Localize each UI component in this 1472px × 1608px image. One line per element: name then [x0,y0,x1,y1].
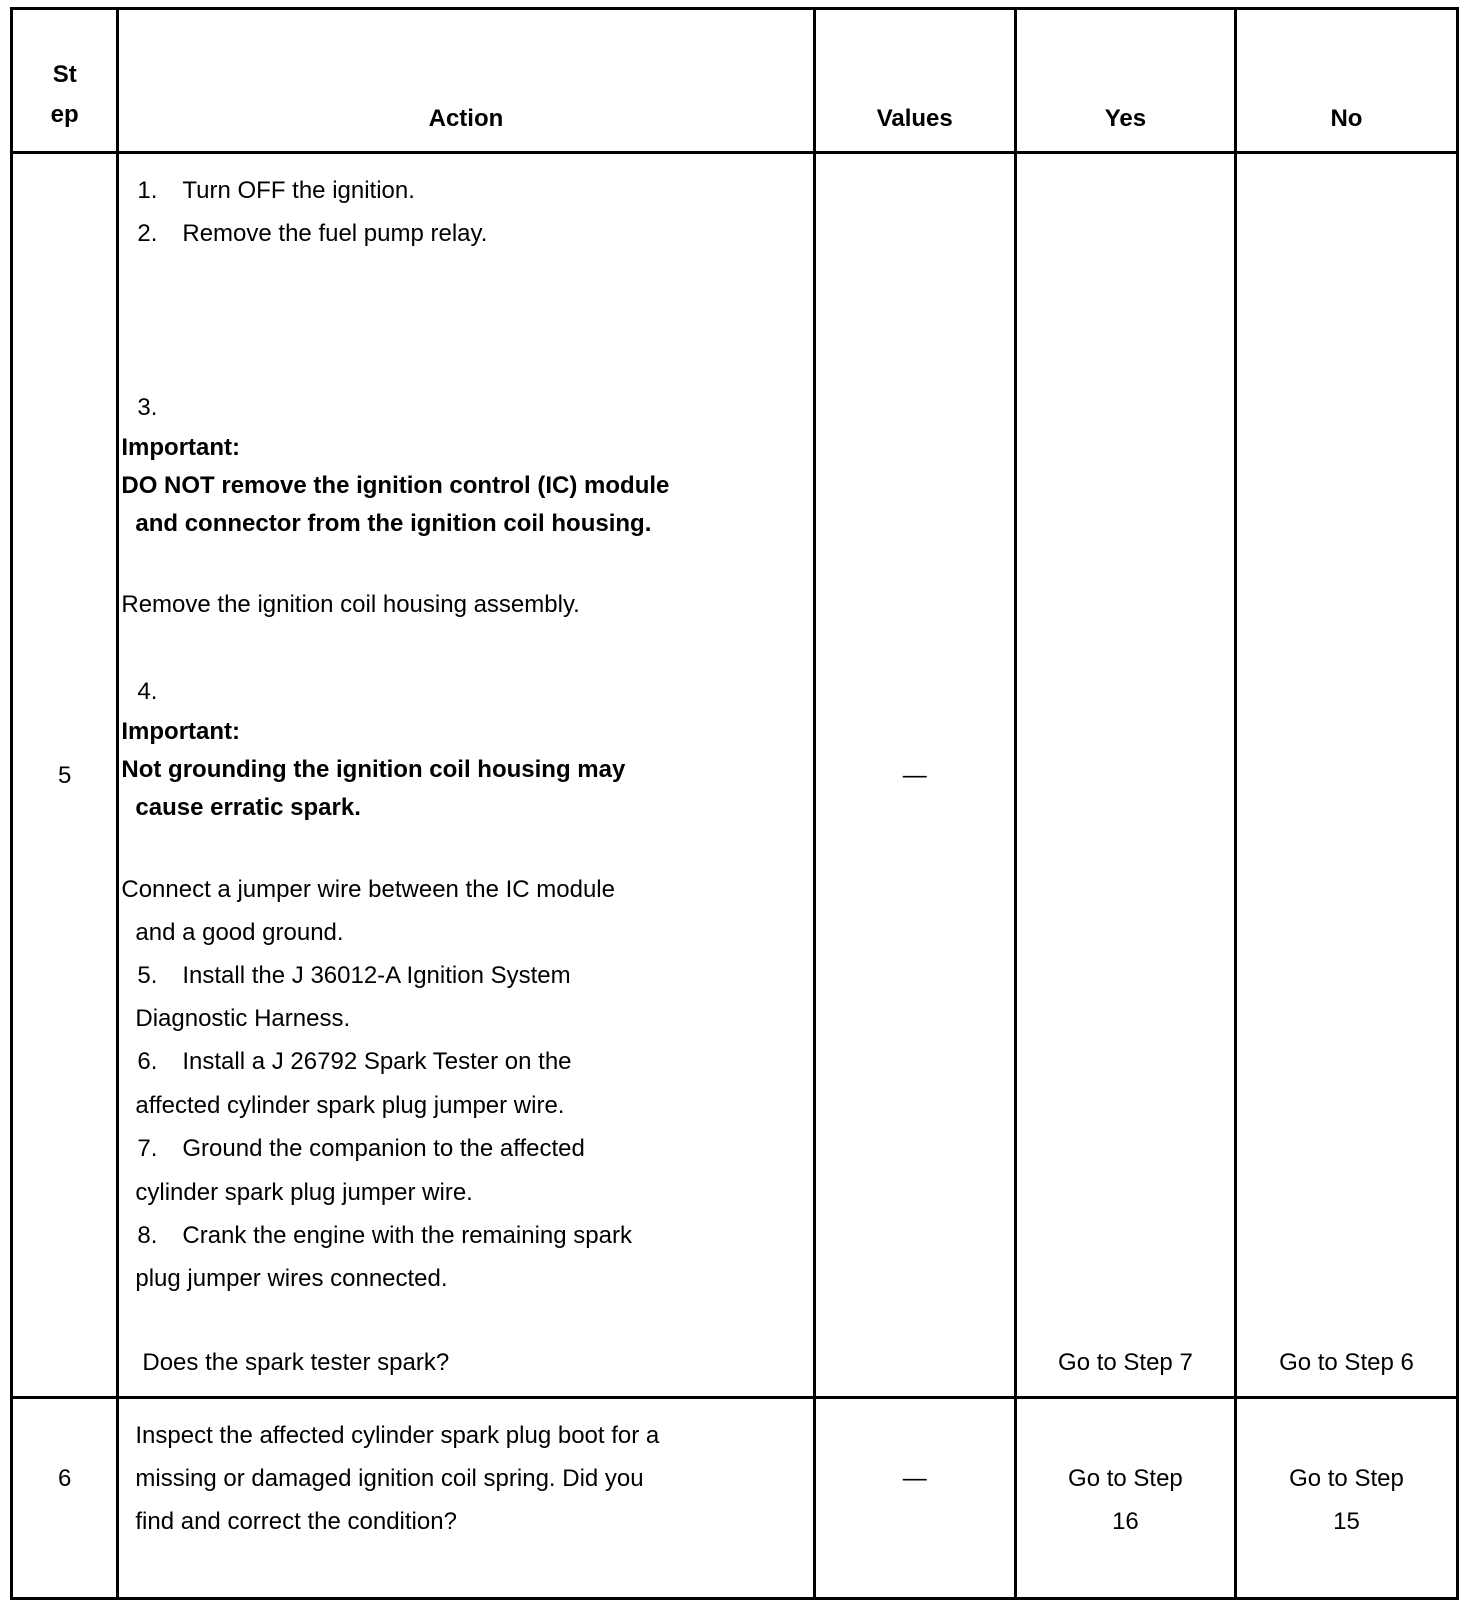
question-text: Does the spark tester spark? [142,1349,450,1376]
no-link-line1[interactable]: Go to Step [1289,1465,1404,1492]
list-item: Remove the fuel pump relay. [182,220,488,247]
step-cell [12,1398,118,1599]
list-number: 8. [137,1222,158,1249]
list-number: 7. [137,1135,158,1162]
important-label: Important: [121,434,241,461]
list-number: 5. [137,962,158,989]
header-row [12,9,1458,153]
yes-cell[interactable] [1015,1398,1235,1599]
header-action: Action [118,9,814,153]
header-step-line1: St [52,61,77,88]
yes-link-line1[interactable]: Go to Step [1068,1465,1183,1492]
action-text: find and correct the condition? [135,1508,457,1535]
header-no: No [1235,9,1457,153]
table-row [12,153,1458,1398]
header-yes: Yes [1015,9,1235,153]
important-label: Important: [121,718,241,745]
list-number: 1. [137,177,158,204]
list-number: 3. [137,394,158,421]
header-values: Values [814,9,1015,153]
no-link[interactable]: Go to Step 6 [1279,1349,1414,1376]
list-item: plug jumper wires connected. [135,1265,448,1292]
list-item: and a good ground. [135,919,344,946]
values-dash: — [902,1465,927,1492]
step-number: 5 [58,762,72,789]
list-item: Turn OFF the ignition. [182,177,415,204]
list-item: Remove the ignition coil housing assembly. [121,591,580,618]
action-text: missing or damaged ignition coil spring. Did you [135,1465,644,1492]
header-step [12,9,118,153]
no-cell[interactable] [1235,1398,1457,1599]
no-cell [1235,153,1457,1398]
action-cell [118,1398,814,1599]
important-note: Not grounding the ignition coil housing may [121,756,626,783]
important-note: and connector from the ignition coil housing. [135,510,652,537]
list-item: Crank the engine with the remaining spark [182,1222,632,1249]
list-item: Install the J 36012-A Ignition System [182,962,571,989]
list-item: cylinder spark plug jumper wire. [135,1179,473,1206]
list-item: Ground the companion to the affected [182,1135,585,1162]
important-note: cause erratic spark. [135,794,361,821]
list-number: 4. [137,678,158,705]
list-number: 6. [137,1048,158,1075]
values-cell [814,153,1015,1398]
values-dash: — [902,762,927,789]
list-item: affected cylinder spark plug jumper wire. [135,1092,565,1119]
no-link-line2[interactable]: 15 [1333,1508,1360,1535]
action-text: Inspect the affected cylinder spark plug boot for a [135,1422,660,1449]
yes-link-line2[interactable]: 16 [1112,1508,1139,1535]
list-item: Install a J 26792 Spark Tester on the [182,1048,572,1075]
header-step-line2: ep [50,101,79,128]
list-item: Diagnostic Harness. [135,1005,351,1032]
diagnostic-table [10,7,1459,1600]
list-number: 2. [137,220,158,247]
list-item: Connect a jumper wire between the IC module [121,876,615,903]
table-row [12,1398,1458,1599]
yes-link[interactable]: Go to Step 7 [1058,1349,1193,1376]
yes-cell [1015,153,1235,1398]
action-cell [118,153,814,1398]
step-number: 6 [58,1465,72,1492]
step-cell [12,153,118,1398]
important-note: DO NOT remove the ignition control (IC) module [121,472,670,499]
values-cell [814,1398,1015,1599]
